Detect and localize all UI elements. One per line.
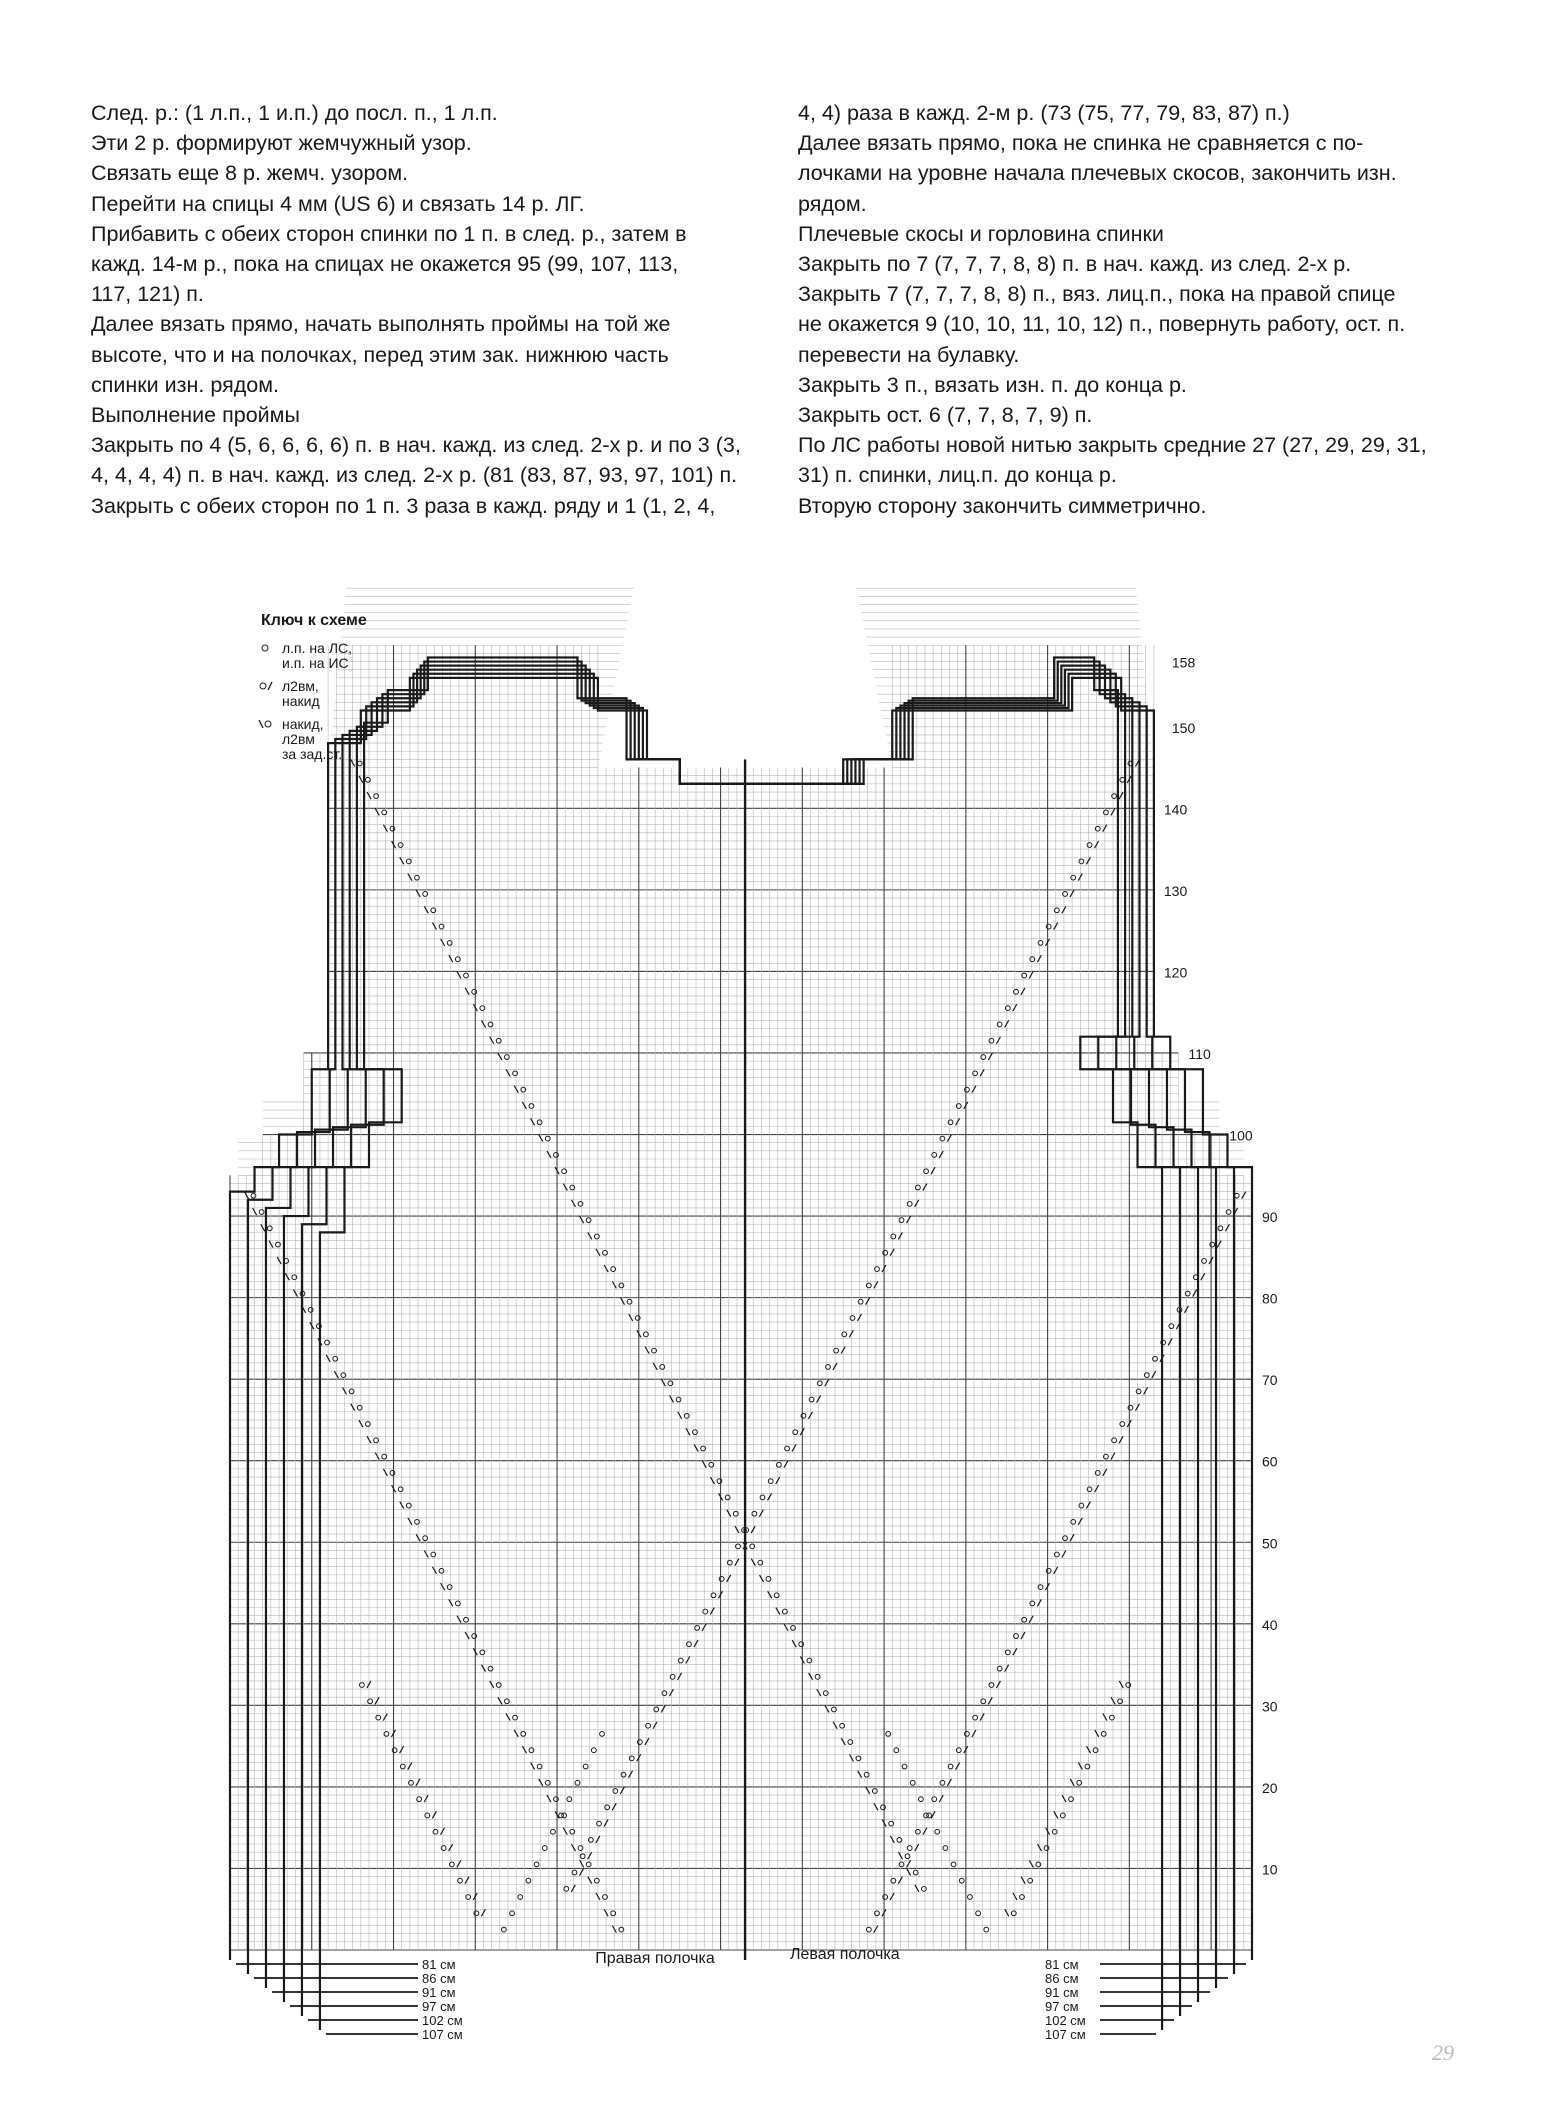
row-number: 130: [1163, 882, 1188, 899]
instruction-line: кажд. 14-м р., пока на спицах не окажется 95 (99, 107, 113,: [91, 252, 679, 277]
instruction-line: 4, 4) раза в кажд. 2-м р. (73 (75, 77, 79, 83, 87) п.): [798, 101, 1290, 125]
label-right-front: Правая полочка: [595, 1950, 715, 1967]
row-number: 60: [1262, 1453, 1278, 1470]
size-label-left: 91 см: [422, 1985, 456, 2000]
row-number: 80: [1262, 1290, 1278, 1307]
instruction-line: Закрыть с обеих сторон по 1 п. 3 раза в кажд. ряду и 1 (1, 2, 4,: [91, 493, 716, 518]
size-label-left: 97 см: [422, 1999, 456, 2014]
size-outline: [230, 678, 1252, 1960]
instruction-line: перевести на булавку.: [798, 342, 1020, 367]
instruction-line: Перейти на спицы 4 мм (US 6) и связать 14 р. ЛГ.: [91, 191, 585, 216]
instruction-line: 31) п. спинки, лиц.п. до конца р.: [798, 463, 1117, 488]
instruction-line: рядом.: [798, 191, 867, 216]
row-number: 158: [1171, 654, 1196, 671]
instruction-line: высоте, что и на полочках, перед этим зак. нижнюю часть: [91, 342, 669, 367]
instruction-line: След. р.: (1 л.п., 1 и.п.) до посл. п., 1 л.п.: [91, 101, 498, 125]
legend-text: л2вм,: [282, 678, 319, 694]
chart-grid: [230, 588, 1252, 1950]
label-left-front: Левая полочка: [790, 1946, 900, 1963]
instruction-line: Вторую сторону закончить симметрично.: [798, 493, 1207, 518]
instruction-line: Эти 2 р. формируют жемчужный узор.: [91, 131, 472, 156]
row-number: 10: [1262, 1861, 1278, 1878]
size-label-right: 102 см: [1045, 2013, 1086, 2028]
size-label-right: 91 см: [1045, 1985, 1079, 2000]
row-number: 90: [1262, 1209, 1278, 1226]
instruction-line: лочками на уровне начала плечевых скосов, закончить изн.: [798, 161, 1397, 186]
row-number: 40: [1262, 1616, 1278, 1633]
instruction-line: Далее вязать прямо, начать выполнять проймы на той же: [91, 312, 671, 337]
size-label-right: 86 см: [1045, 1971, 1079, 1986]
size-outline: [284, 666, 1198, 2002]
row-number: 120: [1163, 964, 1188, 981]
legend-text: л.п. на ЛС,: [282, 640, 353, 656]
row-number: 70: [1262, 1372, 1278, 1389]
size-outline: [302, 662, 1180, 2016]
instruction-line: По ЛС работы новой нитью закрыть средние 27 (27, 29, 29, 31,: [798, 433, 1427, 458]
size-label-left: 102 см: [422, 2013, 463, 2028]
yo-k2tog-tbl-icon: [259, 720, 263, 728]
size-label-right: 97 см: [1045, 1999, 1079, 2014]
size-outline: [266, 670, 1216, 1988]
legend-text: за зад.ст.: [282, 746, 343, 762]
instruction-line: Закрыть 7 (7, 7, 7, 8, 8) п., вяз. лиц.п., пока на правой спице: [798, 282, 1396, 307]
instruction-line: не окажется 9 (10, 10, 11, 10, 12) п., повернуть работу, ост. п.: [798, 312, 1406, 337]
knit-symbol-icon: [262, 645, 268, 651]
size-outlines: [230, 654, 1252, 2030]
row-number: 50: [1262, 1535, 1278, 1552]
legend-item: [259, 716, 342, 762]
row-number: 100: [1229, 1127, 1253, 1144]
row-number: 110: [1188, 1045, 1211, 1062]
instruction-line: 4, 4, 4, 4) п. в нач. кажд. из след. 2-х р. (81 (83, 87, 93, 97, 101) п.: [91, 463, 738, 488]
page-number: 29: [1432, 2040, 1454, 2065]
size-label-right: 107 см: [1045, 2027, 1086, 2042]
legend-text: накид,: [282, 716, 324, 732]
row-number: 20: [1262, 1779, 1278, 1796]
size-outline: [320, 657, 1162, 2030]
size-label-left: 107 см: [422, 2027, 463, 2042]
size-label-left: 81 см: [422, 1957, 456, 1972]
legend-text: л2вм: [282, 731, 315, 747]
instruction-line: спинки изн. рядом.: [91, 372, 279, 397]
size-label-left: 86 см: [422, 1971, 456, 1986]
legend-text: накид: [282, 693, 320, 709]
instruction-line: Далее вязать прямо, пока не спинка не сравняется с по-: [798, 131, 1364, 156]
instruction-line: Закрыть ост. 6 (7, 7, 8, 7, 9) п.: [798, 403, 1093, 428]
instruction-line: Связать еще 8 р. жемч. узором.: [91, 161, 409, 186]
row-number: 150: [1171, 719, 1196, 736]
row-number: 140: [1163, 801, 1188, 818]
instruction-line: Закрыть по 7 (7, 7, 7, 8, 8) п. в нач. кажд. из след. 2-х р.: [798, 252, 1352, 277]
instruction-line: Закрыть 3 п., вязать изн. п. до конца р.: [798, 372, 1187, 397]
legend-title: Ключ к схеме: [261, 612, 367, 629]
legend-text: и.п. на ИС: [282, 655, 349, 671]
instruction-line: Закрыть по 4 (5, 6, 6, 6, 6) п. в нач. кажд. из след. 2-х р. и по 3 (3,: [91, 433, 741, 458]
size-labels: [236, 1957, 1246, 2042]
instruction-line: 117, 121) п.: [91, 282, 204, 307]
instruction-line: Выполнение проймы: [91, 403, 300, 428]
row-number: 30: [1262, 1698, 1278, 1715]
instruction-line: Плечевые скосы и горловина спинки: [798, 221, 1164, 246]
k2tog-yo-icon: [260, 683, 266, 689]
size-label-right: 81 см: [1045, 1957, 1079, 1972]
instruction-line: Прибавить с обеих сторон спинки по 1 п. в след. р., затем в: [91, 221, 687, 246]
legend-item: [262, 640, 352, 671]
legend-item: [260, 678, 320, 709]
